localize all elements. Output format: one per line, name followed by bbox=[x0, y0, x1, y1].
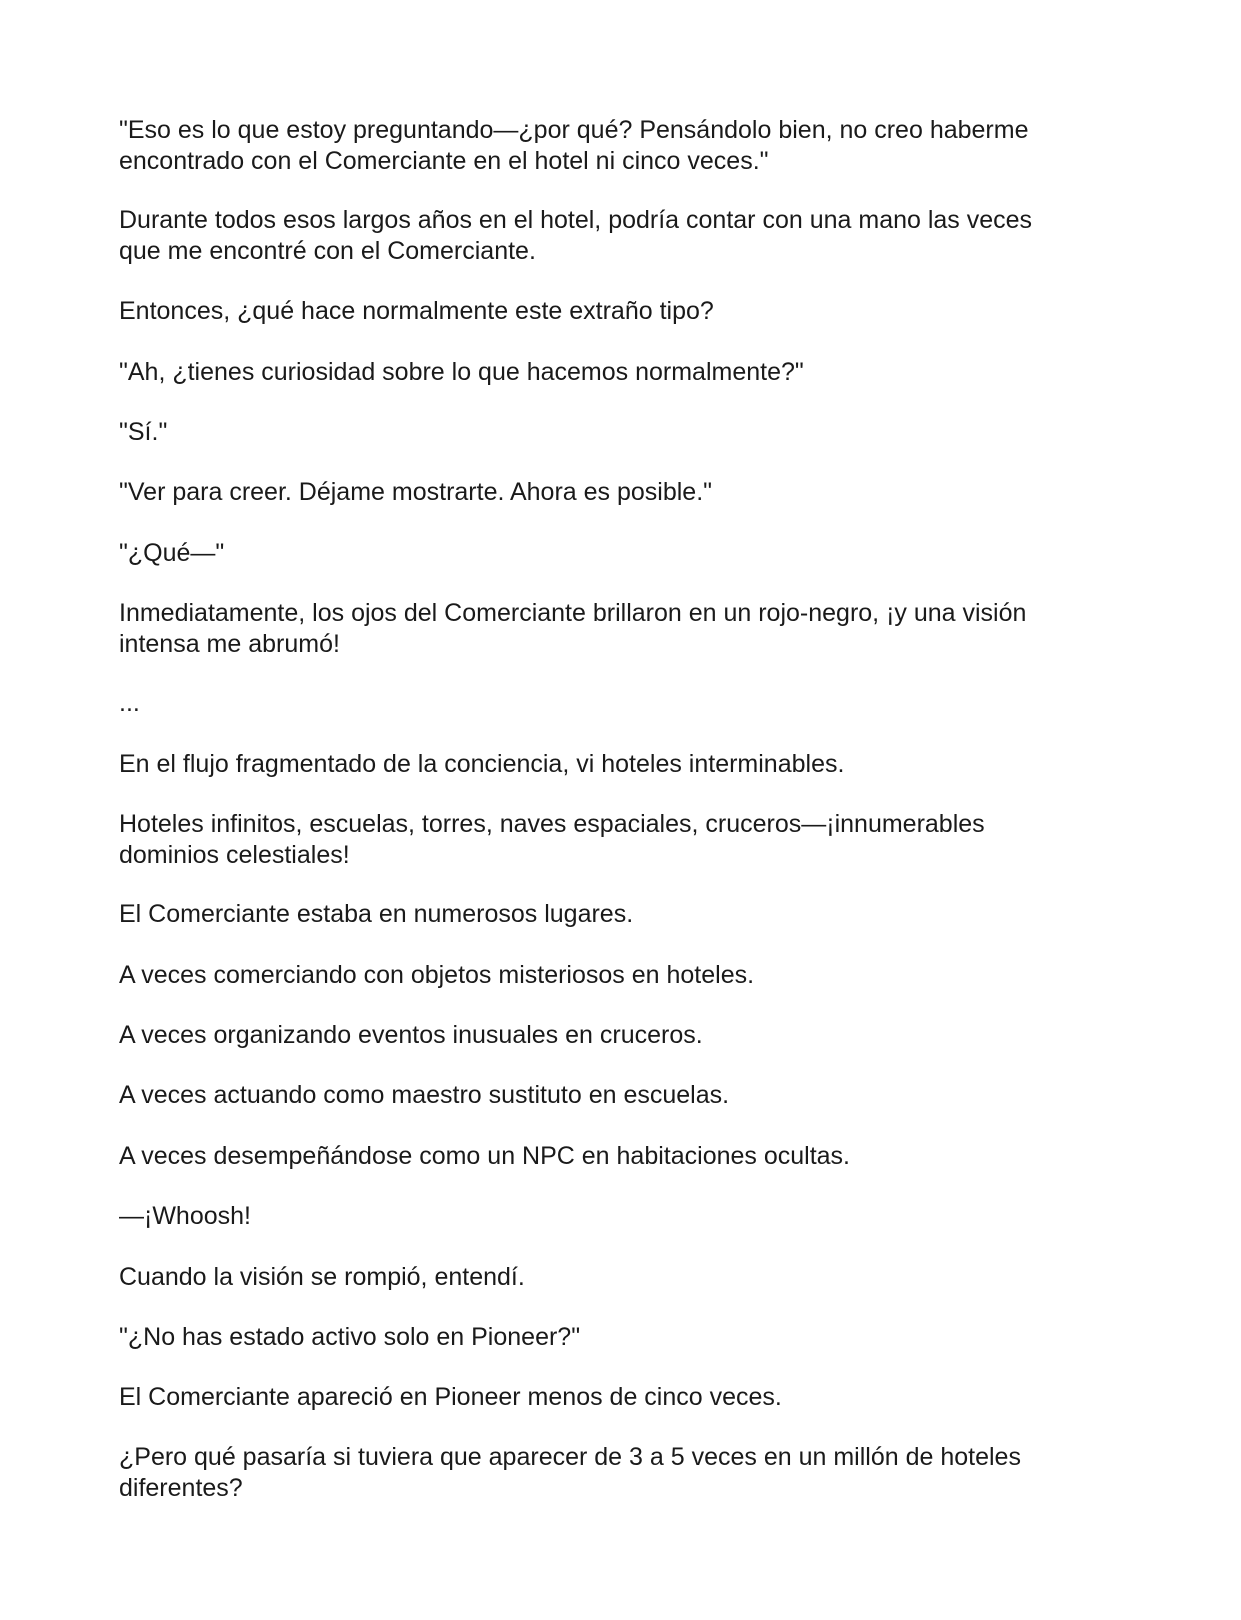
paragraph-13: A veces comerciando con objetos misteriosos en hoteles. bbox=[119, 961, 755, 989]
paragraph-16: A veces desempeñándose como un NPC en habitaciones ocultas. bbox=[119, 1142, 851, 1170]
paragraph-19: "¿No has estado activo solo en Pioneer?" bbox=[119, 1323, 581, 1351]
paragraph-7: "¿Qué—" bbox=[119, 539, 225, 567]
paragraph-18: Cuando la visión se rompió, entendí. bbox=[119, 1263, 525, 1291]
paragraph-1: "Eso es lo que estoy preguntando—¿por qué? Pensándolo bien, no creo haberme encontrado con el Comerciante en el hotel ni cinco veces." bbox=[119, 116, 1029, 175]
paragraph-12: El Comerciante estaba en numerosos lugares. bbox=[119, 900, 634, 928]
paragraph-17: —¡Whoosh! bbox=[119, 1202, 251, 1230]
paragraph-21: ¿Pero qué pasaría si tuviera que aparecer de 3 a 5 veces en un millón de hoteles diferentes? bbox=[119, 1443, 1021, 1502]
paragraph-10: En el flujo fragmentado de la conciencia, vi hoteles interminables. bbox=[119, 750, 845, 778]
paragraph-15: A veces actuando como maestro sustituto en escuelas. bbox=[119, 1081, 730, 1109]
paragraph-3: Entonces, ¿qué hace normalmente este extraño tipo? bbox=[119, 297, 714, 325]
paragraph-9: ... bbox=[119, 689, 140, 717]
paragraph-2: Durante todos esos largos años en el hotel, podría contar con una mano las veces que me encontré con el Comerciante. bbox=[119, 206, 1033, 265]
paragraph-11: Hoteles infinitos, escuelas, torres, naves espaciales, cruceros—¡innumerables dominios celestiales! bbox=[119, 810, 985, 869]
paragraph-5: "Sí." bbox=[119, 418, 168, 446]
paragraph-4: "Ah, ¿tienes curiosidad sobre lo que hacemos normalmente?" bbox=[119, 358, 804, 386]
paragraph-20: El Comerciante apareció en Pioneer menos de cinco veces. bbox=[119, 1383, 782, 1411]
paragraph-8: Inmediatamente, los ojos del Comerciante brillaron en un rojo-negro, ¡y una visión intensa me abrumó! bbox=[119, 599, 1027, 658]
paragraph-14: A veces organizando eventos inusuales en cruceros. bbox=[119, 1021, 703, 1049]
paragraph-6: "Ver para creer. Déjame mostrarte. Ahora es posible." bbox=[119, 478, 713, 506]
